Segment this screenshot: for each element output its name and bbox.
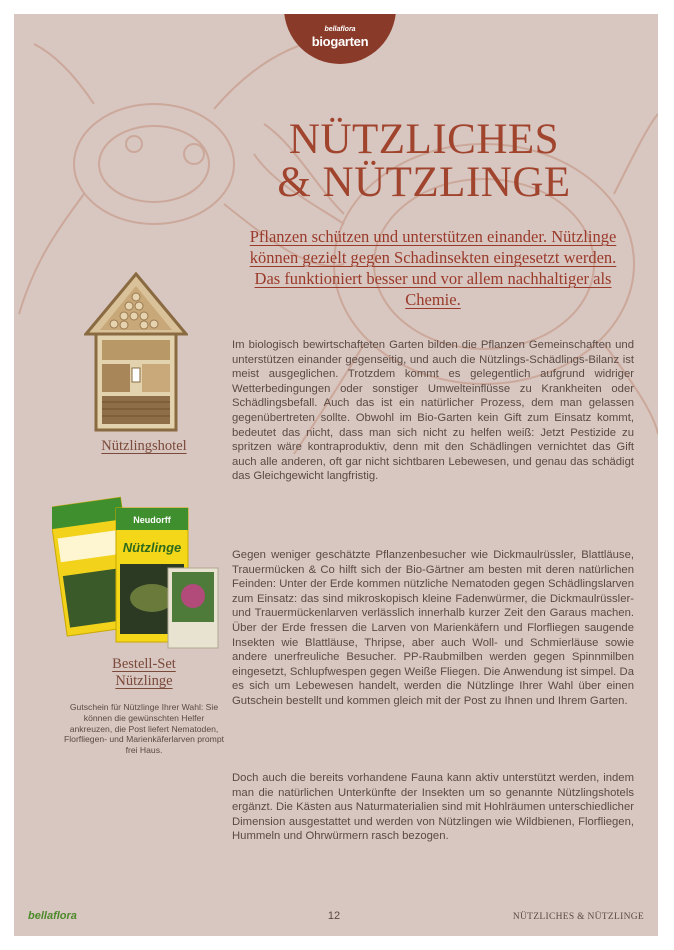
set-caption-line-2: Nützlinge — [115, 673, 173, 689]
lead-text: Pflanzen schützen und unterstützen einander. Nützlinge können gezielt gegen Schadinsekten eingesetzt werden. Das funktioniert besser und vor allem nachhaltiger als Chemie. — [249, 227, 617, 309]
page-title — [234, 118, 614, 204]
badge-title: biogarten — [311, 34, 369, 49]
hotel-caption: Nützlingshotel — [101, 438, 187, 454]
title-line-2: & NÜTZLINGE — [277, 159, 571, 206]
nuetzlinge-packs-image — [52, 488, 222, 656]
magazine-page — [14, 14, 658, 936]
title-line-1: NÜTZLICHES — [288, 116, 560, 163]
footer-brand-logo: bellaflora — [28, 910, 77, 922]
set-caption-line-1: Bestell-Set — [112, 656, 176, 672]
body-paragraph-3: Doch auch die bereits vorhandene Fauna kann aktiv unterstützt werden, indem man die natürlichen Unterkünfte der Insekten um so genannte Nützlingshotels ergänzt. Die Kästen aus Naturmaterialien sind mit Hohlräumen unterschiedlicher Dimension ausgestattet und werden von Nützlingen wie Wildbienen, Florfliegen, Hummeln und Ohrwürmern rasch bezogen. — [232, 772, 634, 843]
pack-label: Nützlinge — [122, 540, 182, 555]
badge-brand: bellaflora — [324, 26, 356, 33]
footer-section-title: NÜTZLICHES & NÜTZLINGE — [512, 912, 644, 922]
insect-hotel-image — [84, 272, 188, 432]
page-number: 12 — [327, 910, 341, 922]
body-paragraph-1: Im biologisch bewirtschafteten Garten bilden die Pflanzen Gemeinschaften und unterstützen einander gegenseitig, und auch die Nützlings-Schädlings-Bilanz ist meist ausgeglichen. Trotzdem kommt es gelegentlich aufgrund widriger Wetterbedingungen oder sonstiger Umwelteinflüsse zu Krankheiten oder Schädlingsbefall. Auch das ist ein natürlicher Prozess, dem man gelassen gegenübertreten sollte. Obwohl im Bio-Garten kein Gift zum Einsatz kommt, bedeutet das nicht, dass man sich nicht zu helfen weiß: Jetzt Pestizide zu spritzen wäre kontraproduktiv, denn mit den Schädlingen vernichtet das Gift auch alle anderen, oft gar nicht sichtbaren Lebewesen, und genau das schädigt das Gleichgewicht langfristig. — [232, 339, 634, 483]
body-paragraph-2: Gegen weniger geschätzte Pflanzenbesucher wie Dickmaulrüssler, Blattläuse, Trauermücken & Co hilft sich der Bio-Gärtner am besten mit deren natürlichen Feinden: Unter der Erde kommen nützliche Nematoden gegen Schädlingslarven zum Einsatz: das sind mikroskopisch kleine Fadenwürmer, die Dickmaulrüssler- und Trauermückenlarven verlässlich innerhalb kurzer Zeit den Garaus machen. Über der Erde fressen die Larven von Marienkäfern und Florfliegen saugende Insekten wie Blattläuse, Thripse, aber auch Woll- und Schmierläuse sowie andere unerfreuliche Besucher. PP-Raubmilben werden gegen Spinnmilben eingesetzt, Schlupfwespen gegen Weiße Fliegen. Die Anwendung ist simpel. Da es sich um Lebewesen handelt, werden die Nützlinge Ihrer Wahl über einen Gutschein bestellt und kommen gleich mit der Post zu Ihnen und Ihrem Garten. — [232, 549, 634, 707]
set-description: Gutschein für Nützlinge Ihrer Wahl: Sie können die gewünschten Helfer ankreuzen, die Post liefert Nematoden, Florfliegen- und Marienkäferlarven prompt frei Haus. — [64, 702, 225, 756]
set-caption — [54, 656, 234, 690]
pack-brand: Neudorff — [133, 515, 171, 525]
